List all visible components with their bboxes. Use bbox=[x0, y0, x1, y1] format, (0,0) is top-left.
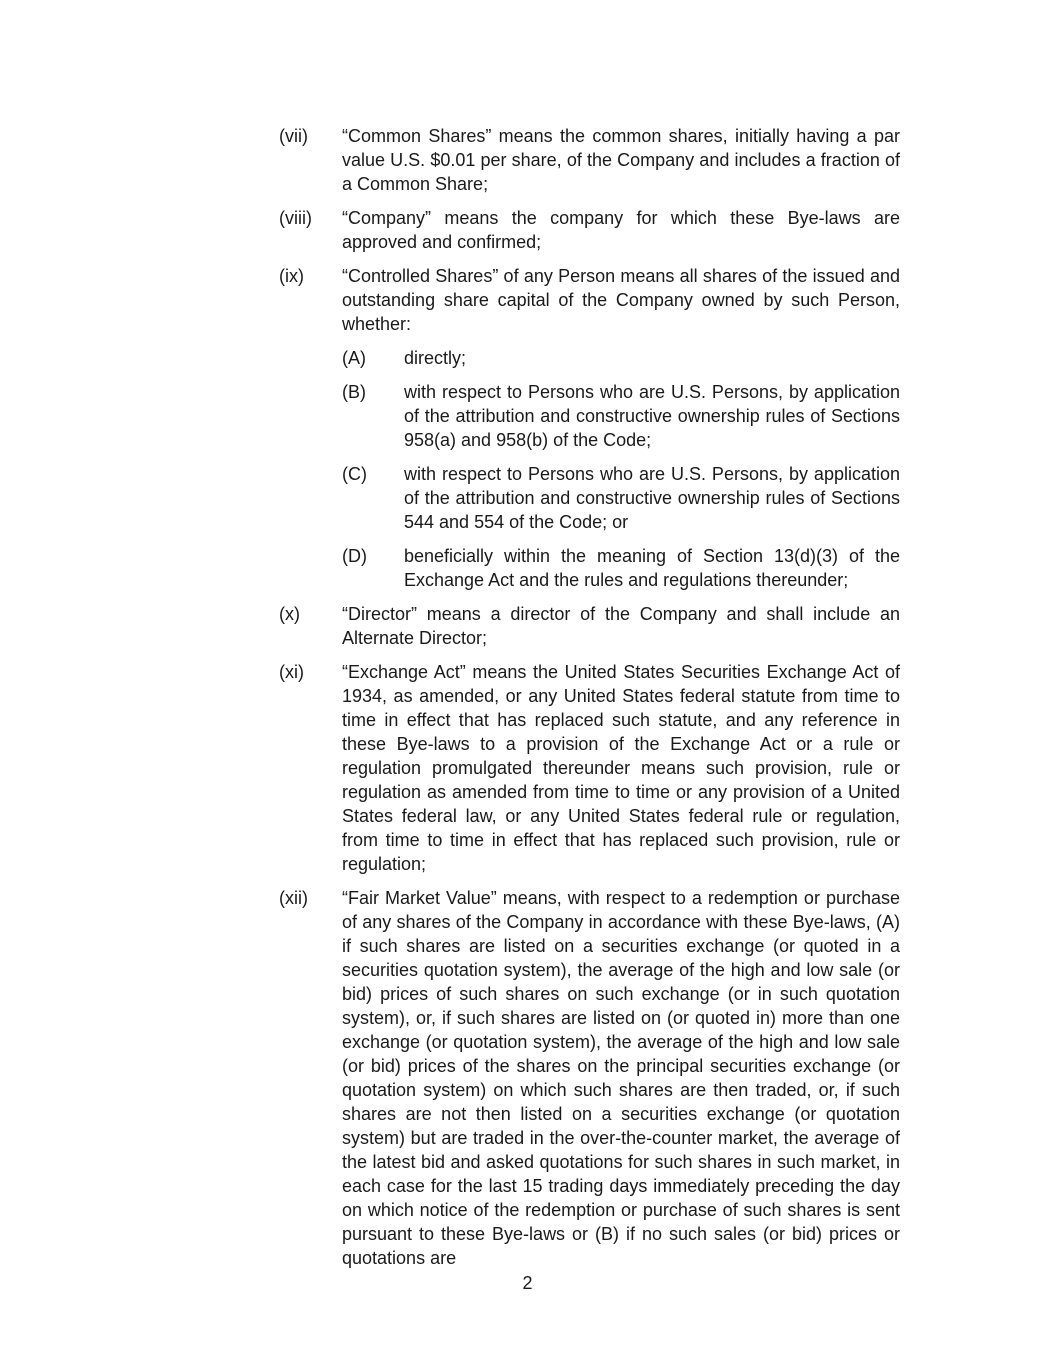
clause-text: “Controlled Shares” of any Person means all shares of the issued and outstanding share capital of the Company owned by such Person, whether: bbox=[342, 266, 900, 334]
clause-number: (vii) bbox=[279, 126, 308, 146]
subclause-C bbox=[342, 462, 900, 534]
clause-viii bbox=[279, 206, 900, 254]
clause-number: (xi) bbox=[279, 662, 304, 682]
subclause-A bbox=[342, 346, 900, 370]
clause-number: (xii) bbox=[279, 888, 308, 908]
subclause-number: (B) bbox=[342, 382, 366, 402]
subclause-text: directly; bbox=[404, 348, 467, 368]
subclause-text: with respect to Persons who are U.S. Persons, by application of the attribution and constructive ownership rules of Sections 544 and 554 of the Code; or bbox=[404, 464, 900, 532]
subclause-number: (A) bbox=[342, 348, 366, 368]
clause-number: (x) bbox=[279, 604, 300, 624]
clause-text: “Common Shares” means the common shares, initially having a par value U.S. $0.01 per share, of the Company and includes a fraction of a Common Share; bbox=[342, 126, 900, 194]
subclause-text: beneficially within the meaning of Section 13(d)(3) of the Exchange Act and the rules and regulations thereunder; bbox=[404, 546, 900, 590]
subclause-B bbox=[342, 380, 900, 452]
clause-number: (viii) bbox=[279, 208, 312, 228]
subclause-text: with respect to Persons who are U.S. Persons, by application of the attribution and constructive ownership rules of Sections 958(a) and 958(b) of the Code; bbox=[404, 382, 900, 450]
subclause-D bbox=[342, 544, 900, 592]
clause-xi bbox=[279, 660, 900, 876]
definitions-list bbox=[279, 124, 900, 1280]
subclause-number: (C) bbox=[342, 464, 367, 484]
page-number: 2 bbox=[522, 1273, 533, 1293]
clause-x bbox=[279, 602, 900, 650]
subclause-number: (D) bbox=[342, 546, 367, 566]
clause-text: “Company” means the company for which these Bye-laws are approved and confirmed; bbox=[342, 208, 900, 252]
clause-text: “Exchange Act” means the United States Securities Exchange Act of 1934, as amended, or any United States federal statute from time to time in effect that has replaced such statute, and any reference in these Bye-laws to a provision of the Exchange Act or a rule or regulation promulgated thereunder means such provision, rule or regulation as amended from time to time or any provision of a United States federal law, or any United States federal rule or regulation, from time to time in effect that has replaced such provision, rule or regulation; bbox=[342, 662, 900, 874]
clause-text: “Fair Market Value” means, with respect to a redemption or purchase of any shares of the Company in accordance with these Bye-laws, (A) if such shares are listed on a securities exchange (or quoted in a securities quotation system), the average of the high and low sale (or bid) prices of such shares on such exchange (or in such quotation system), or, if such shares are listed on (or quoted in) more than one exchange (or quotation system), the average of the high and low sale (or bid) prices of the shares on the principal securities exchange (or quotation system) on which such shares are then traded, or, if such shares are not then listed on a securities exchange (or quotation system) but are traded in the over-the-counter market, the average of the latest bid and asked quotations for such shares in such market, in each case for the last 15 trading days immediately preceding the day on which notice of the redemption or purchase of such shares is sent pursuant to these Bye-laws or (B) if no such sales (or bid) prices or quotations are bbox=[342, 888, 900, 1268]
clause-text: “Director” means a director of the Company and shall include an Alternate Director; bbox=[342, 604, 900, 648]
clause-vii bbox=[279, 124, 900, 196]
clause-xii bbox=[279, 886, 900, 1270]
clause-ix bbox=[279, 264, 900, 336]
clause-number: (ix) bbox=[279, 266, 304, 286]
